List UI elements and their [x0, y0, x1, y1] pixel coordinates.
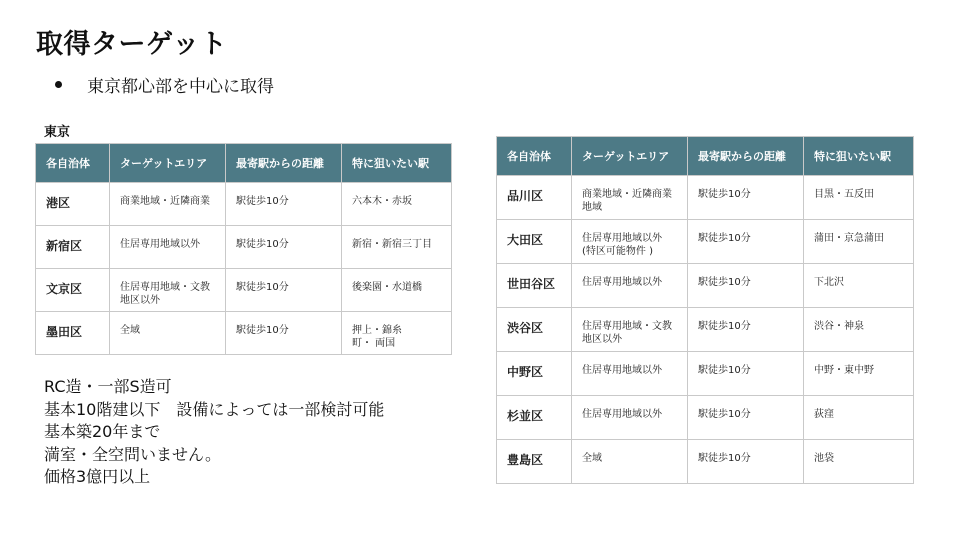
condition-line: 基本10階建以下 設備によっては一部検討可能 — [44, 399, 385, 419]
cell-preferred-stations: 蒲田・京急蒲田 — [804, 220, 914, 264]
table-header-row — [36, 144, 452, 183]
cell-municipality: 墨田区 — [36, 312, 110, 355]
cell-station-distance: 駅徒歩10分 — [226, 269, 342, 312]
table-row — [36, 312, 452, 355]
cell-target-area: 全域 — [572, 440, 688, 484]
cell-target-area: 住居専用地域以外 — [572, 264, 688, 308]
bullet-text: 東京都心部を中心に取得 — [87, 77, 274, 97]
condition-line: RC造・一部S造可 — [44, 377, 172, 396]
cell-municipality: 渋谷区 — [497, 308, 572, 352]
slide-title: 取得ターゲット — [36, 29, 228, 60]
header-target-area: ターゲットエリア — [110, 144, 226, 183]
cell-preferred-stations: 下北沢 — [804, 264, 914, 308]
cell-municipality: 世田谷区 — [497, 264, 572, 308]
table-caption: 東京 — [44, 125, 71, 140]
cell-preferred-stations: 目黒・五反田 — [804, 176, 914, 220]
condition-line: 満室・全空問いません。 — [44, 444, 221, 464]
cell-preferred-stations: 中野・東中野 — [804, 352, 914, 396]
header-preferred-stations: 特に狙いたい駅 — [804, 137, 914, 176]
cell-municipality: 杉並区 — [497, 396, 572, 440]
table-row — [497, 396, 914, 440]
bullet-dot-icon — [55, 81, 62, 88]
bullet-item — [55, 72, 274, 97]
cell-municipality: 新宿区 — [36, 226, 110, 269]
table-header-row — [497, 137, 914, 176]
cell-municipality: 大田区 — [497, 220, 572, 264]
header-station-distance: 最寄駅からの距離 — [226, 144, 342, 183]
cell-station-distance: 駅徒歩10分 — [226, 183, 342, 226]
table-row — [497, 220, 914, 264]
header-target-area: ターゲットエリア — [572, 137, 688, 176]
cell-preferred-stations: 押上・錦糸 町・ 両国 — [342, 312, 452, 355]
cell-preferred-stations: 六本木・赤坂 — [342, 183, 452, 226]
header-municipality: 各自治体 — [497, 137, 572, 176]
tokyo-target-table-left — [35, 143, 452, 355]
header-station-distance: 最寄駅からの距離 — [688, 137, 804, 176]
cell-target-area: 住居専用地域・文教 地区以外 — [110, 269, 226, 312]
cell-station-distance: 駅徒歩10分 — [688, 396, 804, 440]
table-row — [36, 269, 452, 312]
cell-municipality: 中野区 — [497, 352, 572, 396]
cell-station-distance: 駅徒歩10分 — [688, 440, 804, 484]
cell-target-area: 商業地域・近隣商業 地域 — [572, 176, 688, 220]
header-preferred-stations: 特に狙いたい駅 — [342, 144, 452, 183]
cell-station-distance: 駅徒歩10分 — [688, 352, 804, 396]
cell-target-area: 住居専用地域以外 — [572, 352, 688, 396]
table-row — [497, 308, 914, 352]
cell-station-distance: 駅徒歩10分 — [688, 176, 804, 220]
cell-preferred-stations: 荻窪 — [804, 396, 914, 440]
condition-line: 基本築20年まで — [44, 422, 161, 441]
cell-preferred-stations: 後楽園・水道橋 — [342, 269, 452, 312]
cell-station-distance: 駅徒歩10分 — [226, 312, 342, 355]
cell-station-distance: 駅徒歩10分 — [688, 264, 804, 308]
cell-target-area: 住居専用地域以外 (特区可能物件 ) — [572, 220, 688, 264]
cell-municipality: 文京区 — [36, 269, 110, 312]
cell-municipality: 豊島区 — [497, 440, 572, 484]
table-row — [497, 352, 914, 396]
acquisition-conditions — [44, 376, 384, 489]
tokyo-target-table-right — [496, 136, 914, 484]
cell-target-area: 住居専用地域・文教 地区以外 — [572, 308, 688, 352]
cell-station-distance: 駅徒歩10分 — [688, 308, 804, 352]
table-row — [497, 440, 914, 484]
cell-station-distance: 駅徒歩10分 — [688, 220, 804, 264]
header-municipality: 各自治体 — [36, 144, 110, 183]
cell-station-distance: 駅徒歩10分 — [226, 226, 342, 269]
table-row — [36, 226, 452, 269]
cell-preferred-stations: 池袋 — [804, 440, 914, 484]
cell-target-area: 全域 — [110, 312, 226, 355]
cell-preferred-stations: 新宿・新宿三丁目 — [342, 226, 452, 269]
cell-municipality: 港区 — [36, 183, 110, 226]
cell-target-area: 住居専用地域以外 — [572, 396, 688, 440]
cell-target-area: 住居専用地域以外 — [110, 226, 226, 269]
cell-target-area: 商業地域・近隣商業 — [110, 183, 226, 226]
table-row — [497, 264, 914, 308]
cell-preferred-stations: 渋谷・神泉 — [804, 308, 914, 352]
table-row — [497, 176, 914, 220]
table-row — [36, 183, 452, 226]
cell-municipality: 品川区 — [497, 176, 572, 220]
condition-line: 価格3億円以上 — [44, 467, 151, 486]
